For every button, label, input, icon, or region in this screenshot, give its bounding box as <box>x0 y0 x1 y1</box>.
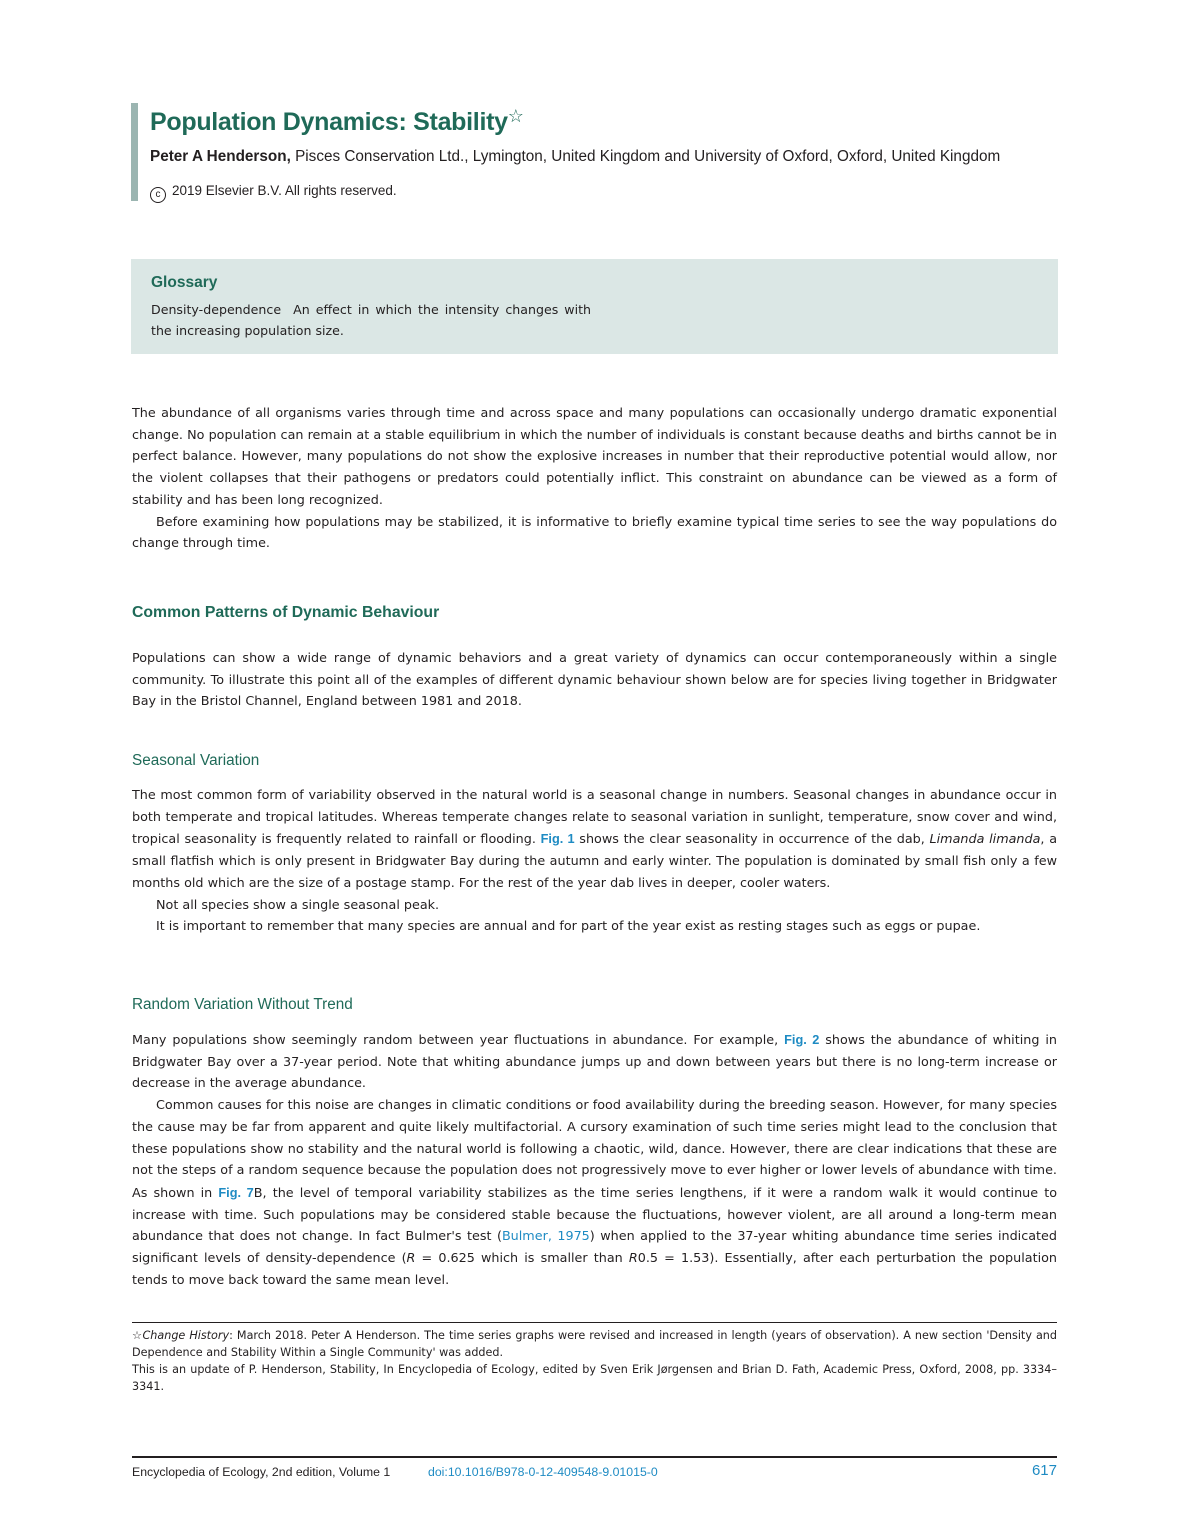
r-symbol: R <box>406 1251 416 1267</box>
r-symbol-2: R <box>628 1251 638 1267</box>
random-text-b: shows the abundance of whiting in Bridgwater Bay over a 37-year period. Note that whiting abundance jumps up and down between years but there is no long-term increase or decrease in the average abundance. <box>132 1033 1057 1092</box>
intro-paragraph-1: The abundance of all organisms varies through time and across space and many populations can occasionally undergo dramatic exponential change. No population can remain at a stable equilibrium in which the number of individuals is constant because deaths and births cannot be in perfect balance. However, many populations do not show the explosive increases in number that their reproductive potential would allow, nor the violent collapses that their pathogens or predators could potentially inflict. This constraint on abundance can be viewed as a form of stability and has been long recognized. <box>132 406 1057 508</box>
subsection-heading-random: Random Variation Without Trend <box>132 996 353 1013</box>
random-paragraph-1 <box>132 1029 1057 1095</box>
footer-doi-link[interactable]: doi:10.1016/B978-0-12-409548-9.01015-0 <box>428 1465 658 1479</box>
random-text-g: 0.5 = 1.53). Essentially, after each perturbation the population tends to move back toward the same mean level. <box>132 1251 1057 1288</box>
footnote-change-history <box>132 1327 1057 1361</box>
glossary-term: Density-dependence <box>151 302 282 317</box>
fig-7-panel: B <box>253 1185 263 1201</box>
fig-1-link[interactable]: Fig. 1 <box>540 831 575 847</box>
subsection-heading-seasonal: Seasonal Variation <box>132 752 260 769</box>
random-text-a: Many populations show seemingly random between year fluctuations in abundance. For example, <box>132 1033 785 1048</box>
author-affiliation: Pisces Conservation Ltd., Lymington, United Kingdom and University of Oxford, Oxford, United Kingdom <box>290 148 1001 165</box>
footnote <box>132 1327 1057 1395</box>
copyright-icon: c <box>150 187 166 203</box>
copyright-line <box>150 183 397 203</box>
header-accent-bar <box>131 103 138 201</box>
footnote-label: Change History <box>142 1329 230 1342</box>
random-text-c: Common causes for this noise are changes in climatic conditions or food availability during the breeding season. However, for many species the cause may be far from apparent and quite likely multifactorial. A cursory examination of such time series might lead to the conclusion that these populations show no stability and the natural world is following a chaotic, wild, dance. However, there are clear indications that these are not the steps of a random sequence because the population does not progressively move to ever higher or lower levels of abundance with time. As shown in <box>132 1098 1057 1201</box>
fig-2-link[interactable]: Fig. 2 <box>784 1032 820 1047</box>
seasonal-paragraph-3: It is important to remember that many species are annual and for part of the year exist as resting stages such as eggs or pupae. <box>156 919 981 935</box>
random-text-e: ) when applied to the 37-year whiting abundance time series indicated significant levels of density-dependence ( <box>132 1229 1057 1267</box>
copyright-text: 2019 Elsevier B.V. All rights reserved. <box>172 183 397 198</box>
seasonal-text-b: shows the clear seasonality in occurrence of the dab, <box>574 832 930 848</box>
footnote-update-note: This is an update of P. Henderson, Stability, In Encyclopedia of Ecology, edited by Sven Erik Jørgensen and Brian D. Fath, Academic Press, Oxford, 2008, pp. 3334–3341. <box>132 1363 1057 1393</box>
footer-source: Encyclopedia of Ecology, 2nd edition, Volume 1 <box>132 1465 391 1479</box>
species-name: Limanda limanda <box>929 832 1041 848</box>
seasonal-text-a: The most common form of variability observed in the natural world is a seasonal change in numbers. Seasonal changes in abundance occur in both temperate and tropical latitudes. Whereas temperate changes relate to seasonal variation in sunlight, temperature, snow cover and wind, tropical seasonality is frequently related to rainfall or flooding. <box>132 788 1057 848</box>
article-title-text: Population Dynamics: Stability <box>150 108 508 136</box>
glossary-definition: An effect in which the intensity changes with the increasing population size. <box>151 302 592 338</box>
common-patterns-section <box>132 648 1057 713</box>
footnote-text: : March 2018. Peter A Henderson. The time series graphs were revised and increased in length (years of observation). A new section 'Density and Dependence and Stability Within a Single Community' was added. <box>132 1329 1057 1359</box>
footnote-divider <box>132 1322 1057 1323</box>
random-section <box>132 1029 1057 1291</box>
seasonal-text-c: , a small flatfish which is only present in Bridgwater Bay during the autumn and early winter. The population is dominated by small fish only a few months old which are the size of a postage stamp. For the rest of the year dab lives in deeper, cooler waters. <box>132 832 1058 891</box>
intro-section <box>132 403 1057 555</box>
section-heading-common-patterns: Common Patterns of Dynamic Behaviour <box>132 604 440 621</box>
footer-divider <box>132 1456 1057 1458</box>
bulmer-citation-link[interactable]: Bulmer, 1975 <box>501 1229 590 1245</box>
common-patterns-paragraph: Populations can show a wide range of dynamic behaviors and a great variety of dynamics can occur contemporaneously within a single community. To illustrate this point all of the examples of different dynamic behaviour shown below are for species living together in Bridgwater Bay in the Bristol Channel, England between 1981 and 2018. <box>132 651 1057 710</box>
random-paragraph-2 <box>132 1095 1057 1291</box>
random-text-f: = 0.625 which is smaller than <box>415 1251 629 1267</box>
random-text-d: , the level of temporal variability stabilizes as the time series lengthens, if it were a random walk it would continue to increase with time. Such populations may be considered stable because the fluctuations, however violent, are all around a long-term mean abundance that does not change. In fact Bulmer's test ( <box>132 1185 1057 1245</box>
article-title <box>150 108 524 137</box>
footnote-mark: ☆ <box>132 1329 143 1342</box>
title-footnote-mark[interactable]: ☆ <box>507 106 524 126</box>
intro-paragraph-2: Before examining how populations may be stabilized, it is informative to briefly examine typical time series to see the way populations do change through time. <box>132 514 1057 552</box>
author-name: Peter A Henderson, <box>150 148 291 165</box>
fig-7-link[interactable]: Fig. 7 <box>218 1184 254 1200</box>
seasonal-paragraph-1 <box>132 785 1057 895</box>
author-line <box>150 148 1000 166</box>
page-number: 617 <box>1031 1462 1057 1479</box>
seasonal-section <box>132 785 1057 938</box>
seasonal-paragraph-2: Not all species show a single seasonal peak. <box>156 897 440 913</box>
glossary-title: Glossary <box>151 274 218 291</box>
glossary-entry <box>151 299 591 341</box>
